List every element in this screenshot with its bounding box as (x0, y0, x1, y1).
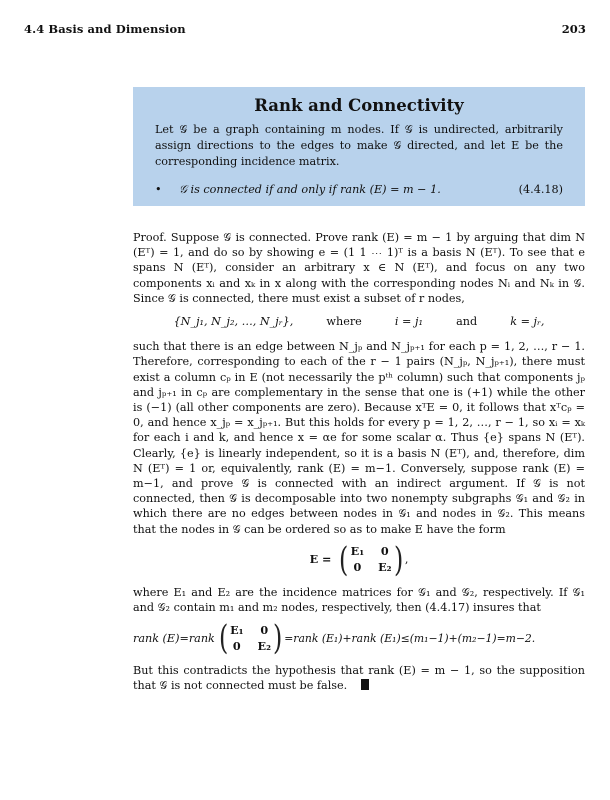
rank-inequality (133, 618, 585, 659)
where-word: where (326, 315, 362, 329)
and-word: and (456, 315, 478, 329)
block-matrix-2 (230, 623, 271, 654)
right-paren-icon: ) (393, 539, 403, 580)
proof-paragraph-4 (133, 663, 585, 693)
section-title: 4.4 Basis and Dimension (24, 22, 186, 36)
bullet-icon: • (155, 183, 162, 196)
box-intro: Let 𝒢 be a graph containing m nodes. If 𝒢 is undirected, arbitrarily assign directions to the edges to make 𝒢 directed, and let E be the corresponding incidence matrix. (155, 123, 563, 168)
rank-lhs: rank (E)=rank (133, 631, 215, 645)
node-set: {N_j₁, N_j₂, …, N_jᵣ}, (173, 315, 294, 329)
matrix-entry: E₂ (378, 560, 392, 575)
proof-paragraph-1: Proof. Suppose 𝒢 is connected. Prove rank (E) = m − 1 by arguing that dim N (Eᵀ) = 1, and do so by showing e = (1 1 ⋯ 1)ᵀ is a basis N (Eᵀ). To see that e spans N (Eᵀ), consider an arbitrary x ∈ N (Eᵀ), and focus on any two components xᵢ and xₖ in x along with the corresponding nodes Nᵢ and Nₖ in 𝒢. Since 𝒢 is connected, there must exist a subset of r nodes, (133, 231, 585, 305)
display-equation-1 (133, 314, 585, 329)
matrix-entry: E₁ (230, 622, 244, 637)
theorem-box (133, 87, 585, 206)
block-matrix-equation (133, 539, 585, 580)
matrix-entry: E₂ (257, 638, 271, 653)
proof-body (133, 230, 585, 694)
left-paren-icon: ( (218, 618, 229, 659)
k-definition: k = jᵣ, (510, 315, 545, 329)
qed-icon (361, 679, 369, 690)
box-statement-row (155, 183, 563, 197)
box-title: Rank and Connectivity (254, 96, 464, 115)
matrix-tail: , (404, 553, 409, 567)
right-paren-icon: ) (272, 618, 283, 659)
left-paren-icon: ( (339, 539, 349, 580)
proof-paragraph-3: where E₁ and E₂ are the incidence matrices for 𝒢₁ and 𝒢₂, respectively. If 𝒢₁ and 𝒢₂ contain m₁ and m₂ nodes, respectively, then (4.4.17) insures that (133, 585, 585, 615)
matrix-lhs: E = (309, 552, 332, 567)
proof-conclusion: But this contradicts the hypothesis that rank (E) = m − 1, so the supposition that 𝒢 is not connected must be false. (133, 664, 585, 693)
i-definition: i = j₁ (394, 315, 423, 329)
matrix-entry: 0 (260, 622, 269, 637)
box-statement: 𝒢 is connected if and only if rank (E) = m − 1. (179, 183, 441, 196)
rank-rhs: =rank (E₁)+rank (E₁)≤(m₁−1)+(m₂−1)=m−2. (284, 631, 536, 645)
matrix-entry: 0 (353, 560, 362, 575)
matrix-entry: 0 (232, 638, 241, 653)
page-number: 203 (561, 22, 586, 36)
block-matrix (351, 544, 392, 575)
matrix-entry: E₁ (350, 544, 365, 559)
proof-paragraph-2: such that there is an edge between N_jₚ and N_jₚ₊₁ for each p = 1, 2, …, r − 1. Therefore, corresponding to each of the r − 1 pairs (N_jₚ, N_jₚ₊₁), there must exist a column cₚ in E (not necessarily the pᵗʰ column) such that components jₚ and jₚ₊₁ in cₚ are complementary in the sense that one is (+1) while the other is (−1) (all other components are zero). Because xᵀE = 0, it follows that xᵀcₚ = 0, and hence x_jₚ = x_jₚ₊₁. But this holds for every p = 1, 2, …, r − 1, so xᵢ = xₖ for each i and k, and hence x = αe for some scalar α. Thus {e} spans N (Eᵀ). Clearly, {e} is linearly independent, so it is a basis N (Eᵀ), and, therefore, dim N (Eᵀ) = 1 or, equivalently, rank (E) = m−1. Conversely, suppose rank (E) = m−1, and prove 𝒢 is connected with an indirect argument. If 𝒢 is not connected, then 𝒢 is decomposable into two nonempty subgraphs 𝒢₁ and 𝒢₂ in which there are no edges between nodes in 𝒢₁ and nodes in 𝒢₂. This means that the nodes in 𝒢 can be ordered so as to make E have the form (133, 340, 585, 536)
running-head (24, 22, 586, 36)
equation-number: (4.4.18) (518, 183, 563, 196)
matrix-entry: 0 (380, 544, 389, 559)
